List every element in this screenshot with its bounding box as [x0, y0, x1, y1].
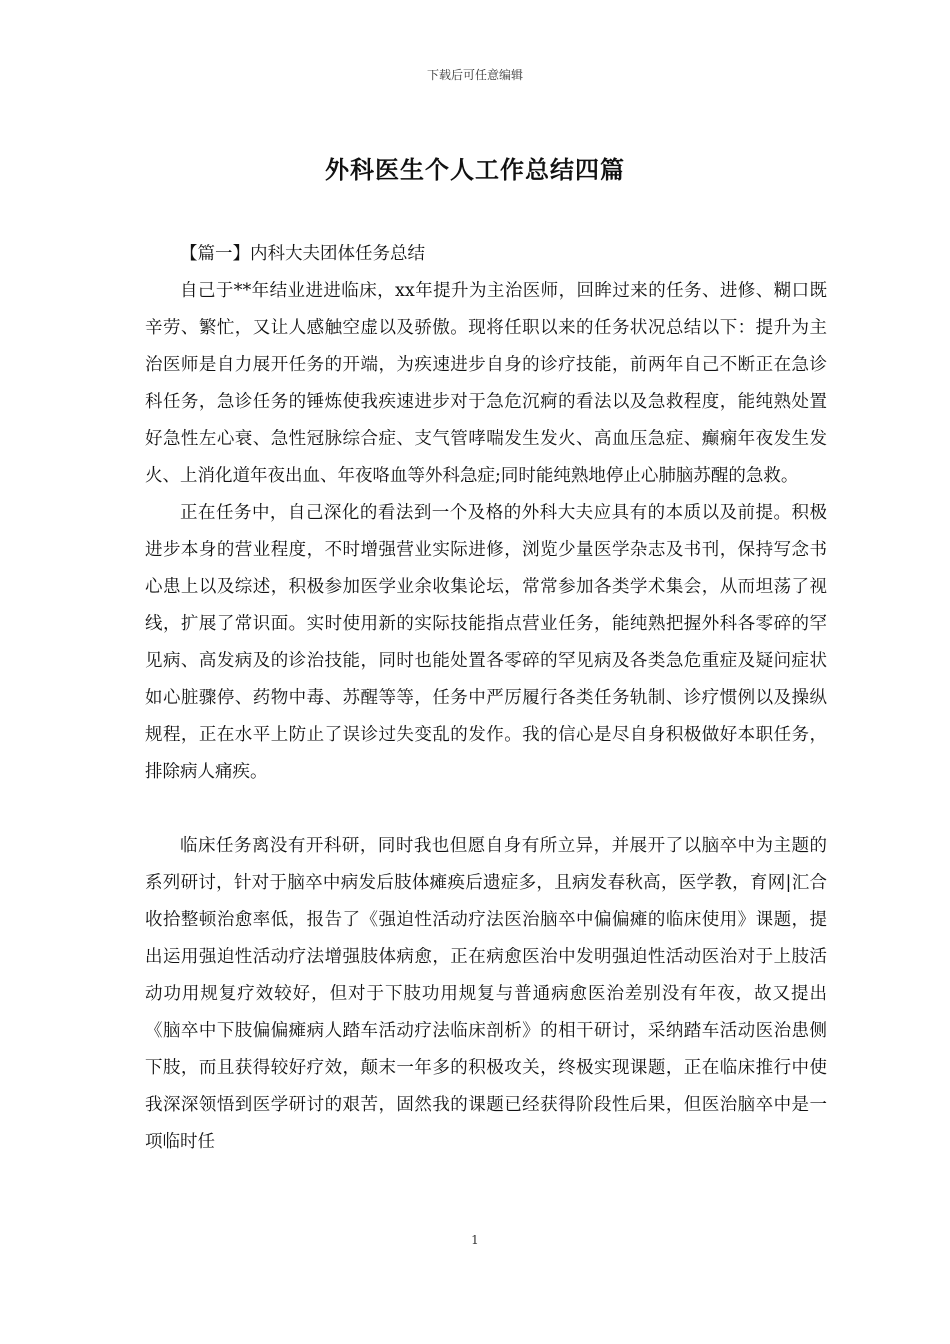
page-number: 1: [471, 1233, 479, 1247]
paragraph-1: 自己于**年结业进进临床，xx年提升为主治医师，回眸过来的任务、进修、糊口既辛劳、繁忙，又让人感触空虚以及骄傲。现将任职以来的任务状况总结以下：提升为主治医师是自力展开任务的开端，为疾速进步自身的诊疗技能，前两年自己不断正在急诊科任务，急诊任务的锤炼使我疾速进步对于急危沉痾的看法以及急救程度，能纯熟处置好急性左心衰、急性冠脉综合症、支气管哮喘发生发火、高血压急症、癫痫年夜发生发火、上消化道年夜出血、年夜咯血等外科急症;同时能纯熟地停止心肺脑苏醒的急救。: [145, 281, 827, 486]
document-body: [145, 236, 827, 1161]
paragraph-spacer: [145, 791, 827, 828]
header-note: 下载后可任意编辑: [426, 68, 523, 82]
section-heading: 【篇一】内科大夫团体任务总结: [180, 244, 425, 264]
paragraph-2: 正在任务中，自己深化的看法到一个及格的外科大夫应具有的本质以及前提。积极进步本身的营业程度，不时增强营业实际进修，浏览少量医学杂志及书刊，保持写念书心患上以及综述，积极参加医学业余收集论坛，常常参加各类学术集会，从而坦荡了视线，扩展了常识面。实时使用新的实际技能指点营业任务，能纯熟把握外科各零碎的罕见病、高发病及的诊治技能，同时也能处置各零碎的罕见病及各类急危重症及疑问症状如心脏骤停、药物中毒、苏醒等等，任务中严厉履行各类任务轨制、诊疗惯例以及操纵规程，正在水平上防止了误诊过失变乱的发作。我的信心是尽自身积极做好本职任务，排除病人痛疾。: [145, 503, 827, 782]
document-title: 外科医生个人工作总结四篇: [325, 155, 625, 184]
paragraph-3: 临床任务离没有开科研，同时我也但愿自身有所立异，并展开了以脑卒中为主题的系列研讨，针对于脑卒中病发后肢体瘫痪后遗症多，且病发春秋高，医学教，育网|汇合收拾整顿治愈率低，报告了《强迫性活动疗法医治脑卒中偏偏瘫的临床使用》课题，提出运用强迫性活动疗法增强肢体病愈，正在病愈医治中发明强迫性活动医治对于上肢活动功用规复疗效较好，但对于下肢功用规复与普通病愈医治差别没有年夜，故又提出《脑卒中下肢偏偏瘫病人踏车活动疗法临床剖析》的相干研讨，采纳踏车活动医治患侧下肢，而且获得较好疗效，颠末一年多的积极攻关，终极实现课题，正在临床推行中使我深深领悟到医学研讨的艰苦，固然我的课题已经获得阶段性后果，但医治脑卒中是一项临时任: [145, 836, 827, 1152]
